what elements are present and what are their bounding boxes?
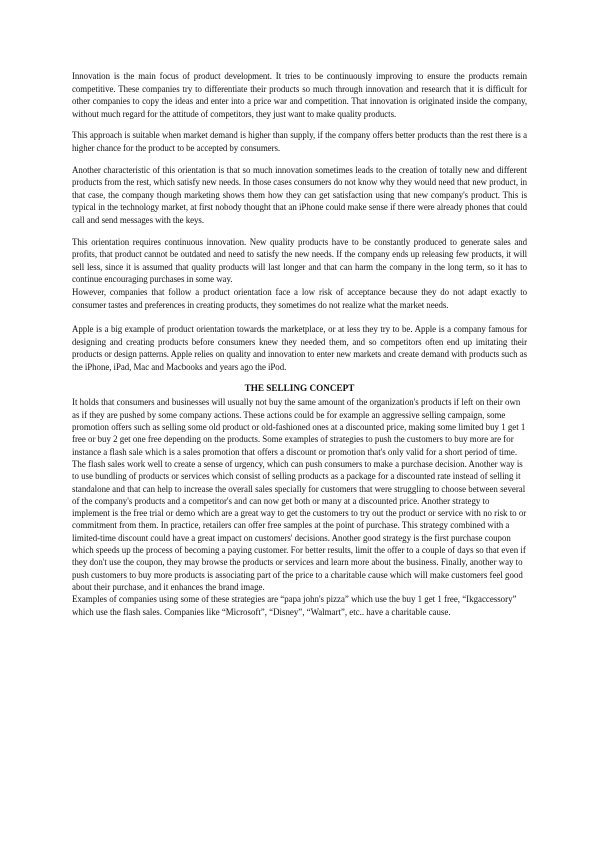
paragraph-selling-strategies: It holds that consumers and businesses will usually not buy the same amount of the organization's products if left on their own as if they are pushed by some company actions. These actions could be for example an aggressive selling campaign, some promotion offers such as selling some old product or old-fashioned ones at a discounted price, making some limited buy 1 get 1 free or buy 2 get one free depending on the products. Some examples of strategies to push the customers to buy more are for instance a flash sale which is a sales promotion that offers a discount or promotion that's only valid for a short period of time. The flash sales work well to create a sense of urgency, which can push consumers to make a purchase decision. Another way is to use bundling of products or services which consist of selling products as a package for a discounted rate instead of selling it standalone and that can help to increase the overall sales specially for customers that were struggling to choose between several of the company's products and a competitor's and can now get both or many at a discounted price. Another strategy to implement is the free trial or demo which are a great way to get the customers to try out the product or service with no risk to or commitment from them. In practice, retailers can offer free samples at the point of purchase. This strategy combined with a limited-time discount could have a great impact on customers' decisions. Another good strategy is the first purchase coupon which speeds up the process of becoming a paying customer. For better results, limit the offer to a couple of days so that even if they don't use the coupon, they may browse the products or services and learn more about the business. Finally, another way to push customers to buy more products is associating part of the price to a charitable cause which will make customers feel good about their purchase, and it enhances the brand image. [72, 397, 527, 592]
document-page [72, 70, 527, 618]
paragraph-market-demand: This approach is suitable when market demand is higher than supply, if the company offers better products than the rest there is a higher chance for the product to be accepted by consumers. [72, 130, 527, 153]
paragraph-continuous-innovation: This orientation requires continuous innovation. New quality products have to be constantly produced to generate sales and profits, that product cannot be outdated and need to satisfy the new needs. If the company ends up releasing few products, it will sell less, since it is assumed that quality products will last longer and that can harm the company in the long term, so it has to continue encouraging purchases in some way. [72, 236, 527, 285]
paragraph-new-products: Another characteristic of this orientation is that so much innovation sometimes leads to the creation of totally new and different products from the rest, which satisfy new needs. In those cases consumers do not know why they would need that new product, in that case, the company though marketing shows them how they can get satisfaction using that new company's product. This is typical in the technology market, at first nobody thought that an iPhone could make sense if there were already phones that could call and send messages with the keys. [72, 164, 527, 225]
paragraph-innovation-focus: Innovation is the main focus of product development. It tries to be continuously improving to ensure the products remain competitive. These companies try to differentiate their products so much through innovation and research that it is difficult for other companies to copy the ideas and enter into a price war and competition. That innovation is originated inside the company, without much regard for the attitude of competitors, they just want to make quality products. [72, 71, 527, 119]
paragraph-risk-of-acceptance: However, companies that follow a product orientation face a low risk of acceptance because they do not adapt exactly to consumer tastes and preferences in creating products, they sometimes do not realize what the market needs. [72, 286, 527, 310]
paragraph-company-examples: Examples of companies using some of these strategies are “papa john's pizza” which use the buy 1 get 1 free, “Ikgaccessory” which use the flash sales. Companies like “Microsoft”, “Disney”, “Walmart”, etc.. have a charitable cause. [72, 594, 517, 617]
section-heading-selling-concept: THE SELLING CONCEPT [244, 383, 355, 394]
paragraph-apple-example: Apple is a big example of product orientation towards the marketplace, or at less they try to be. Apple is a company famous for designing and creating products before consumers knew they needed them, and so competitors often end up imitating their products or design patterns. Apple relies on quality and innovation to enter new markets and create demand with products such as the iPhone, iPad, Mac and Macbooks and years ago the iPod. [72, 324, 527, 372]
